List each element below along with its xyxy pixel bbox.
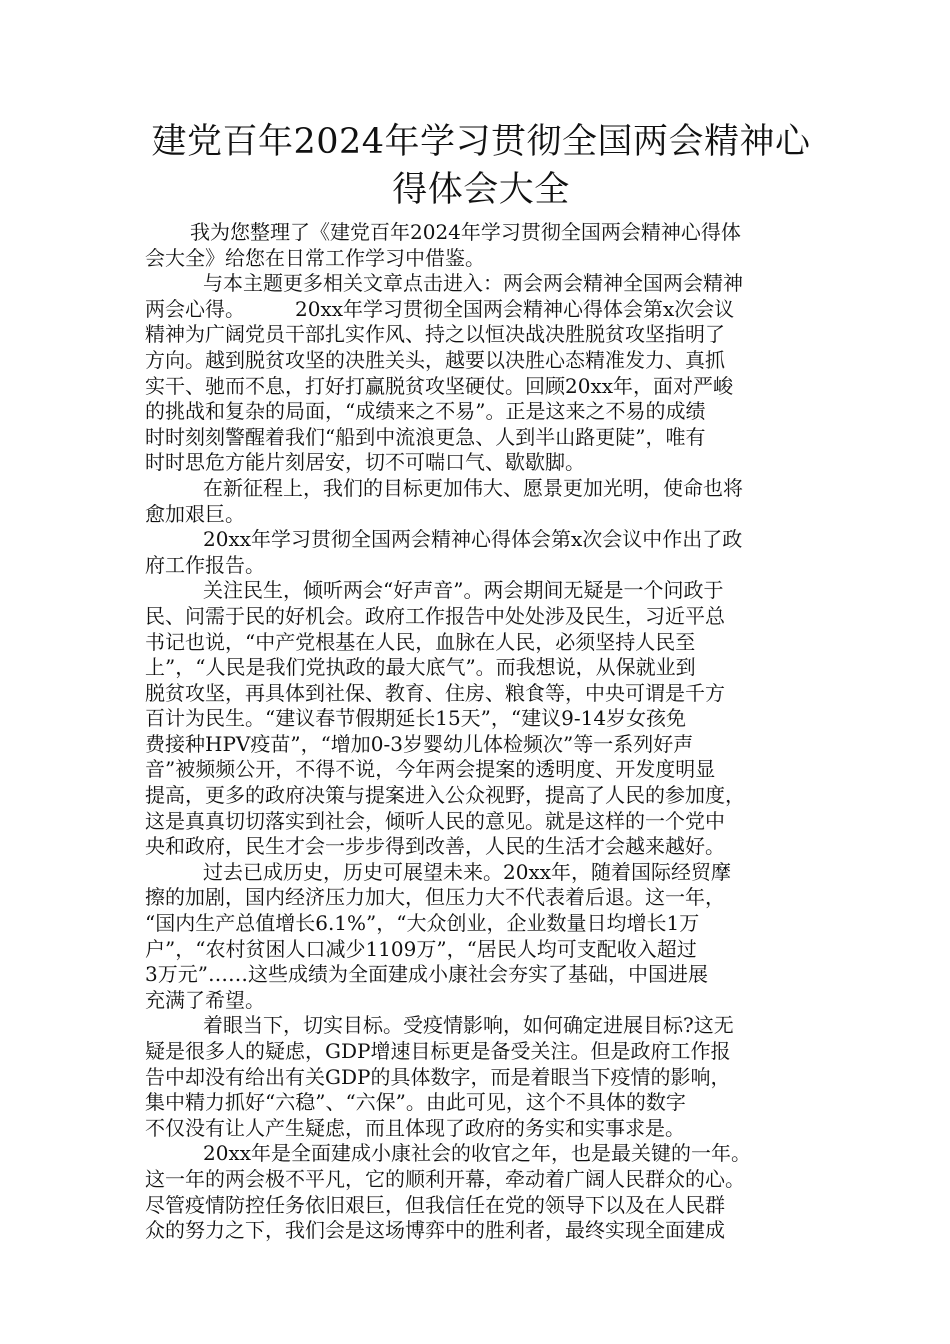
body-paragraph xyxy=(145,476,817,527)
paragraph-line: 方向。越到脱贫攻坚的决胜关头，越要以决胜心态精准发力、真抓 xyxy=(145,347,725,372)
paragraph-line: 20xx年学习贯彻全国两会精神心得体会第x次会议中作出了政 xyxy=(203,527,743,552)
paragraph-line: 户”，“农村贫困人口减少1109万”，“居民人均可支配收入超过 xyxy=(145,936,697,961)
paragraph-line: “国内生产总值增长6.1%”，“大众创业，企业数量日均增长1万 xyxy=(145,911,700,936)
paragraph-line: 在新征程上，我们的目标更加伟大、愿景更加光明，使命也将 xyxy=(203,475,743,500)
paragraph-line: 这是真真切切落实到社会，倾听人民的意见。就是这样的一个党中 xyxy=(145,808,725,833)
paragraph-line: 愈加艰巨。 xyxy=(145,501,245,526)
paragraph-line: 音”被频频公开，不得不说，今年两会提案的透明度、开发度明显 xyxy=(145,757,716,782)
paragraph-line: 书记也说，“中产党根基在人民，血脉在人民，必须坚持人民至 xyxy=(145,629,696,654)
title-line: 建党百年2024年学习贯彻全国两会精神心 xyxy=(151,122,811,162)
paragraph-line: 与本主题更多相关文章点击进入：两会两会精神全国两会精神 xyxy=(203,271,743,296)
paragraph-line: 央和政府，民生才会一步步得到改善，人民的生活才会越来越好。 xyxy=(145,834,725,859)
title-line: 得体会大全 xyxy=(392,170,570,210)
body-paragraph xyxy=(145,527,817,578)
paragraph-line: 告中却没有给出有关GDP的具体数字，而是着眼当下疫情的影响， xyxy=(145,1064,731,1089)
paragraph-line: 我为您整理了《建党百年2024年学习贯彻全国两会精神心得体 xyxy=(190,220,741,244)
paragraph-line: 关注民生，倾听两会“好声音”。两会期间无疑是一个问政于 xyxy=(203,578,724,603)
paragraph-line: 众的努力之下，我们会是这场博弈中的胜利者，最终实现全面建成 xyxy=(145,1218,725,1243)
paragraph-line: 这一年的两会极不平凡，它的顺利开幕，牵动着广阔人民群众的心。 xyxy=(145,1166,745,1191)
paragraph-line: 过去已成历史，历史可展望未来。20xx年，随着国际经贸摩 xyxy=(203,859,732,884)
document-title xyxy=(145,118,817,214)
paragraph-line: 3万元”……这些成绩为全面建成小康社会夯实了基础，中国进展 xyxy=(145,962,708,987)
paragraph-line: 时时刻刻警醒着我们“船到中流浪更急、人到半山路更陡”，唯有 xyxy=(145,424,706,449)
body-paragraph xyxy=(145,1013,817,1141)
paragraph-line: 会大全》给您在日常工作学习中借鉴。 xyxy=(145,245,485,270)
body-paragraph xyxy=(145,271,817,476)
body-paragraph xyxy=(145,1141,817,1243)
paragraph-line: 民、问需于民的好机会。政府工作报告中处处涉及民生，习近平总 xyxy=(145,603,725,628)
document-page xyxy=(145,118,817,1244)
paragraph-line: 时时思危方能片刻居安，切不可喘口气、歇歇脚。 xyxy=(145,450,585,475)
paragraph-line: 府工作报告。 xyxy=(145,552,265,577)
paragraph-line: 尽管疫情防控任务依旧艰巨，但我信任在党的领导下以及在人民群 xyxy=(145,1192,725,1217)
paragraph-line: 脱贫攻坚，再具体到社保、教育、住房、粮食等，中央可谓是千方 xyxy=(145,680,725,705)
body-paragraph xyxy=(145,220,817,271)
document-body xyxy=(145,220,817,1244)
paragraph-line: 集中精力抓好“六稳”、“六保”。由此可见，这个不具体的数字 xyxy=(145,1090,686,1115)
paragraph-line: 不仅没有让人产生疑虑，而且体现了政府的务实和实事求是。 xyxy=(145,1115,685,1140)
paragraph-line: 费接种HPV疫苗”，“增加0-3岁婴幼儿体检频次”等一系列好声 xyxy=(145,731,694,756)
paragraph-line: 精神为广阔党员干部扎实作风、持之以恒决战决胜脱贫攻坚指明了 xyxy=(145,322,725,347)
paragraph-line: 的挑战和复杂的局面，“成绩来之不易”。正是这来之不易的成绩 xyxy=(145,399,706,424)
paragraph-line: 擦的加剧，国内经济压力加大，但压力大不代表着后退。这一年， xyxy=(145,885,725,910)
paragraph-line: 百计为民生。“建议春节假期延长15天”，“建议9-14岁女孩免 xyxy=(145,706,687,731)
paragraph-line: 20xx年是全面建成小康社会的收官之年，也是最关键的一年。 xyxy=(203,1141,752,1166)
paragraph-line: 上”，“人民是我们党执政的最大底气”。而我想说，从保就业到 xyxy=(145,655,696,680)
paragraph-line: 两会心得。 20xx年学习贯彻全国两会精神心得体会第x次会议 xyxy=(145,296,735,321)
paragraph-line: 着眼当下，切实目标。受疫情影响，如何确定进展目标?这无 xyxy=(203,1013,734,1038)
paragraph-line: 充满了希望。 xyxy=(145,987,265,1012)
body-paragraph xyxy=(145,578,817,860)
body-paragraph xyxy=(145,860,817,1014)
paragraph-line: 实干、驰而不息，打好打赢脱贫攻坚硬仗。回顾20xx年，面对严峻 xyxy=(145,373,734,398)
paragraph-line: 疑是很多人的疑虑，GDP增速目标更是备受关注。但是政府工作报 xyxy=(145,1039,731,1063)
paragraph-line: 提高，更多的政府决策与提案进入公众视野，提高了人民的参加度， xyxy=(145,783,745,808)
